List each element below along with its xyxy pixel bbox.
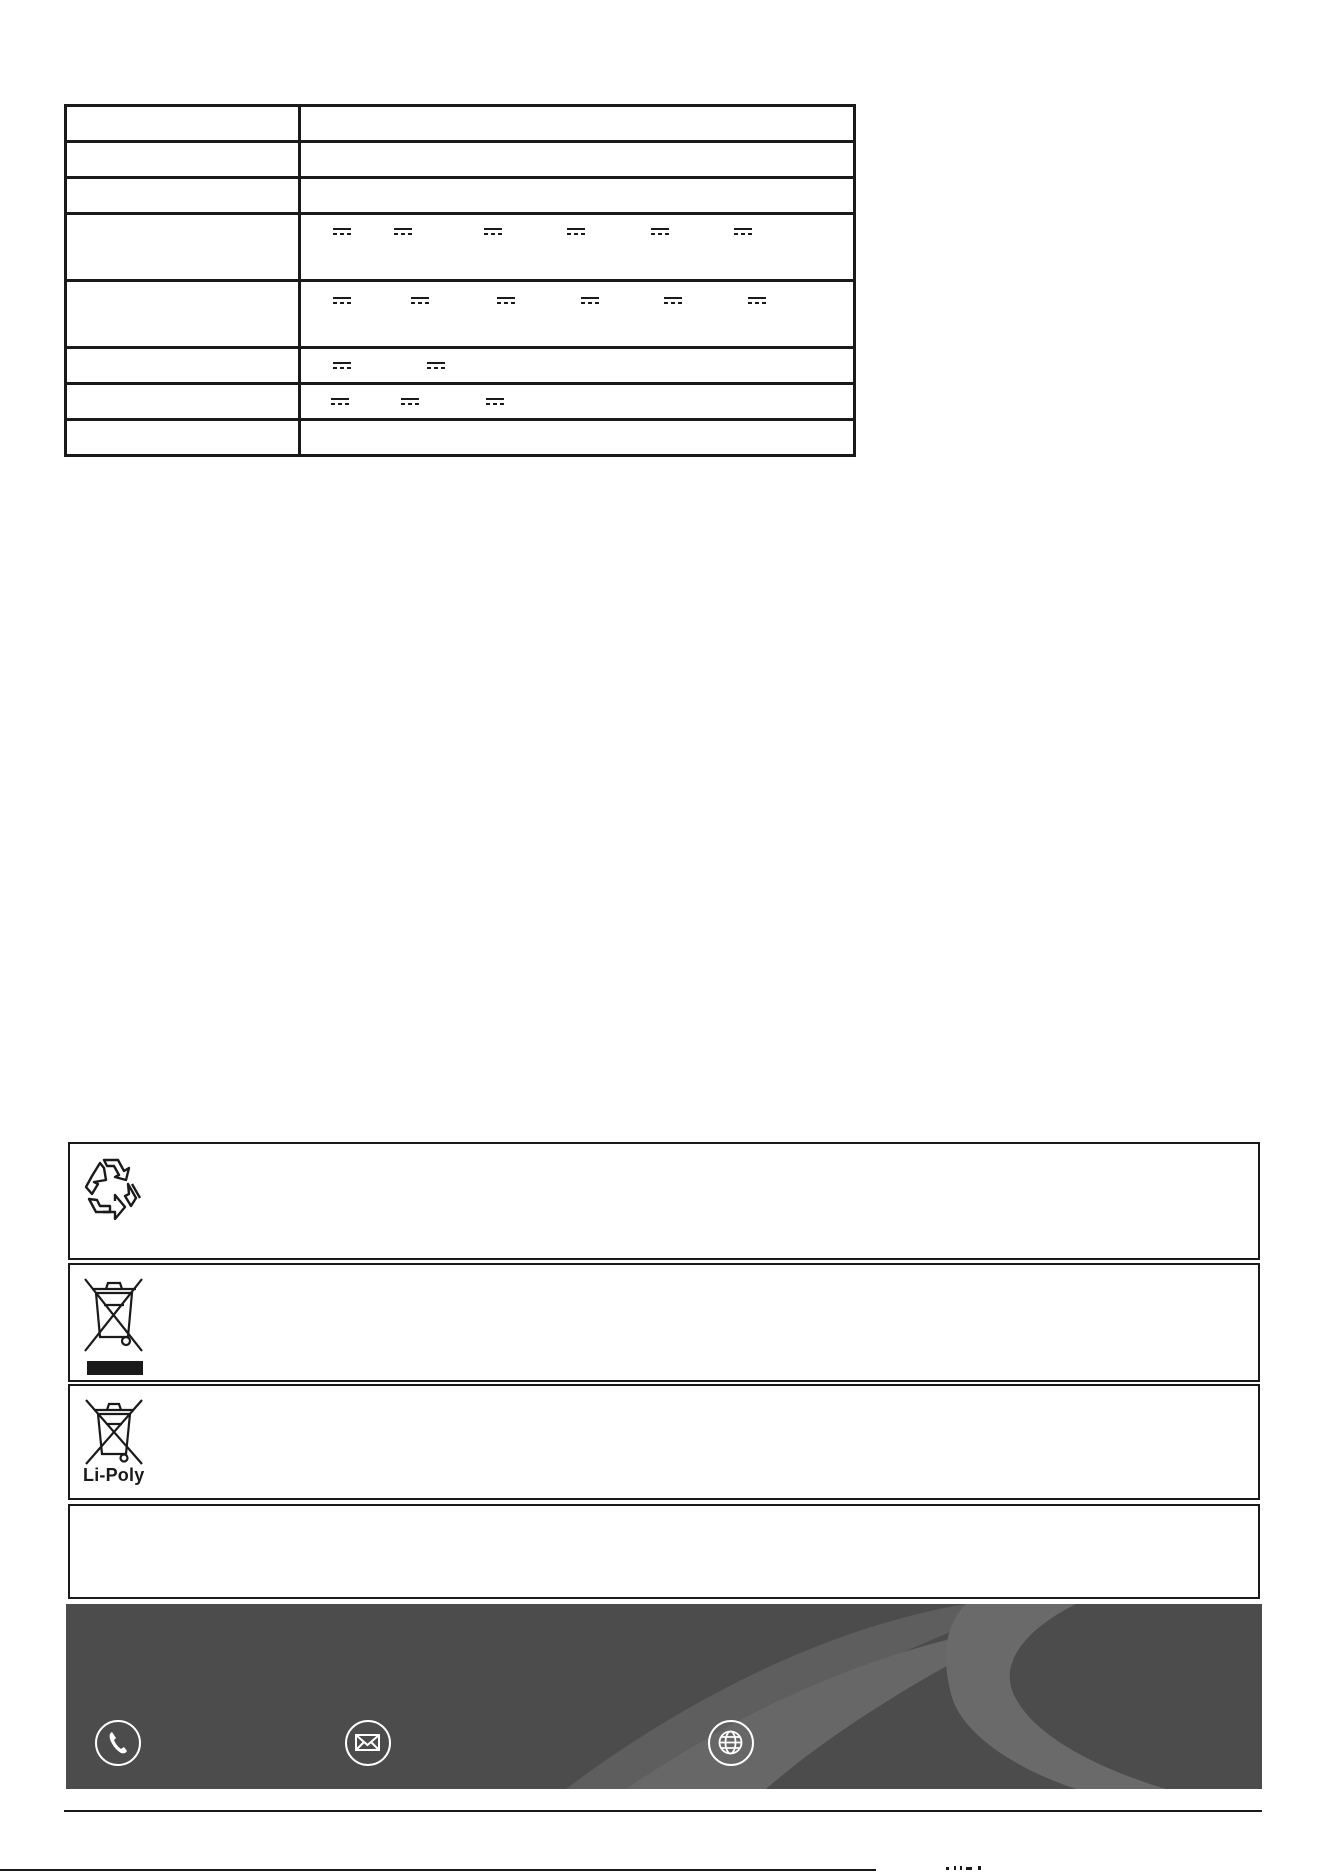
spec-value: [300, 281, 855, 348]
dc-symbol-icon: [331, 398, 349, 406]
dc-symbol-icon: [411, 297, 429, 305]
contact-banner: [66, 1604, 1262, 1789]
globe-icon: [708, 1720, 754, 1766]
spec-label: [66, 214, 300, 281]
table-row: [66, 142, 855, 178]
dc-symbol-icon: [486, 398, 504, 406]
recycle-icon: [80, 1154, 146, 1225]
spec-label: [66, 142, 300, 178]
spec-value: [300, 348, 855, 384]
spec-value: [300, 384, 855, 420]
spec-value: [300, 178, 855, 214]
notice-box: [68, 1504, 1260, 1599]
weee-notice: [68, 1263, 1260, 1382]
footer-rule: [64, 1810, 1262, 1812]
crossed-bin-icon: [82, 1271, 148, 1384]
dc-symbol-icon: [484, 228, 502, 236]
table-row: [66, 106, 855, 142]
spec-value: [300, 142, 855, 178]
dc-symbol-icon: [333, 362, 351, 370]
table-row: [66, 214, 855, 281]
spec-label: [66, 281, 300, 348]
dc-symbol-icon: [401, 398, 419, 406]
spec-label: [66, 384, 300, 420]
spec-value: [300, 214, 855, 281]
dc-symbol-icon: [394, 228, 412, 236]
phone-icon: [95, 1720, 141, 1766]
dc-symbol-icon: [567, 228, 585, 236]
dc-symbol-icon: [734, 228, 752, 236]
dc-symbol-icon: [664, 297, 682, 305]
table-row: [66, 348, 855, 384]
spec-value: [300, 106, 855, 142]
dc-symbol-icon: [497, 297, 515, 305]
dc-symbol-icon: [427, 362, 445, 370]
spec-label: [66, 420, 300, 456]
email-icon: [345, 1720, 391, 1766]
bottom-rule: [0, 1869, 876, 1871]
dc-symbol-icon: [333, 228, 351, 236]
recycling-notice: [68, 1142, 1260, 1260]
spec-label: [66, 178, 300, 214]
dc-symbol-icon: [581, 297, 599, 305]
spec-table: [64, 104, 856, 457]
dc-symbol-icon: [333, 297, 351, 305]
spec-value: [300, 420, 855, 456]
crossed-bin-li-poly-icon: [84, 1398, 148, 1473]
dc-symbol-icon: [651, 228, 669, 236]
spec-label: [66, 348, 300, 384]
table-row: [66, 420, 855, 456]
bottom-mark: [946, 1866, 1002, 1870]
li-poly-label: Li-Poly: [83, 1465, 145, 1485]
dc-symbol-icon: [748, 297, 766, 305]
decorative-swoosh: [66, 1604, 1262, 1789]
spec-label: [66, 106, 300, 142]
table-row: [66, 384, 855, 420]
li-poly-battery-notice: [68, 1384, 1260, 1500]
table-row: [66, 281, 855, 348]
table-row: [66, 178, 855, 214]
